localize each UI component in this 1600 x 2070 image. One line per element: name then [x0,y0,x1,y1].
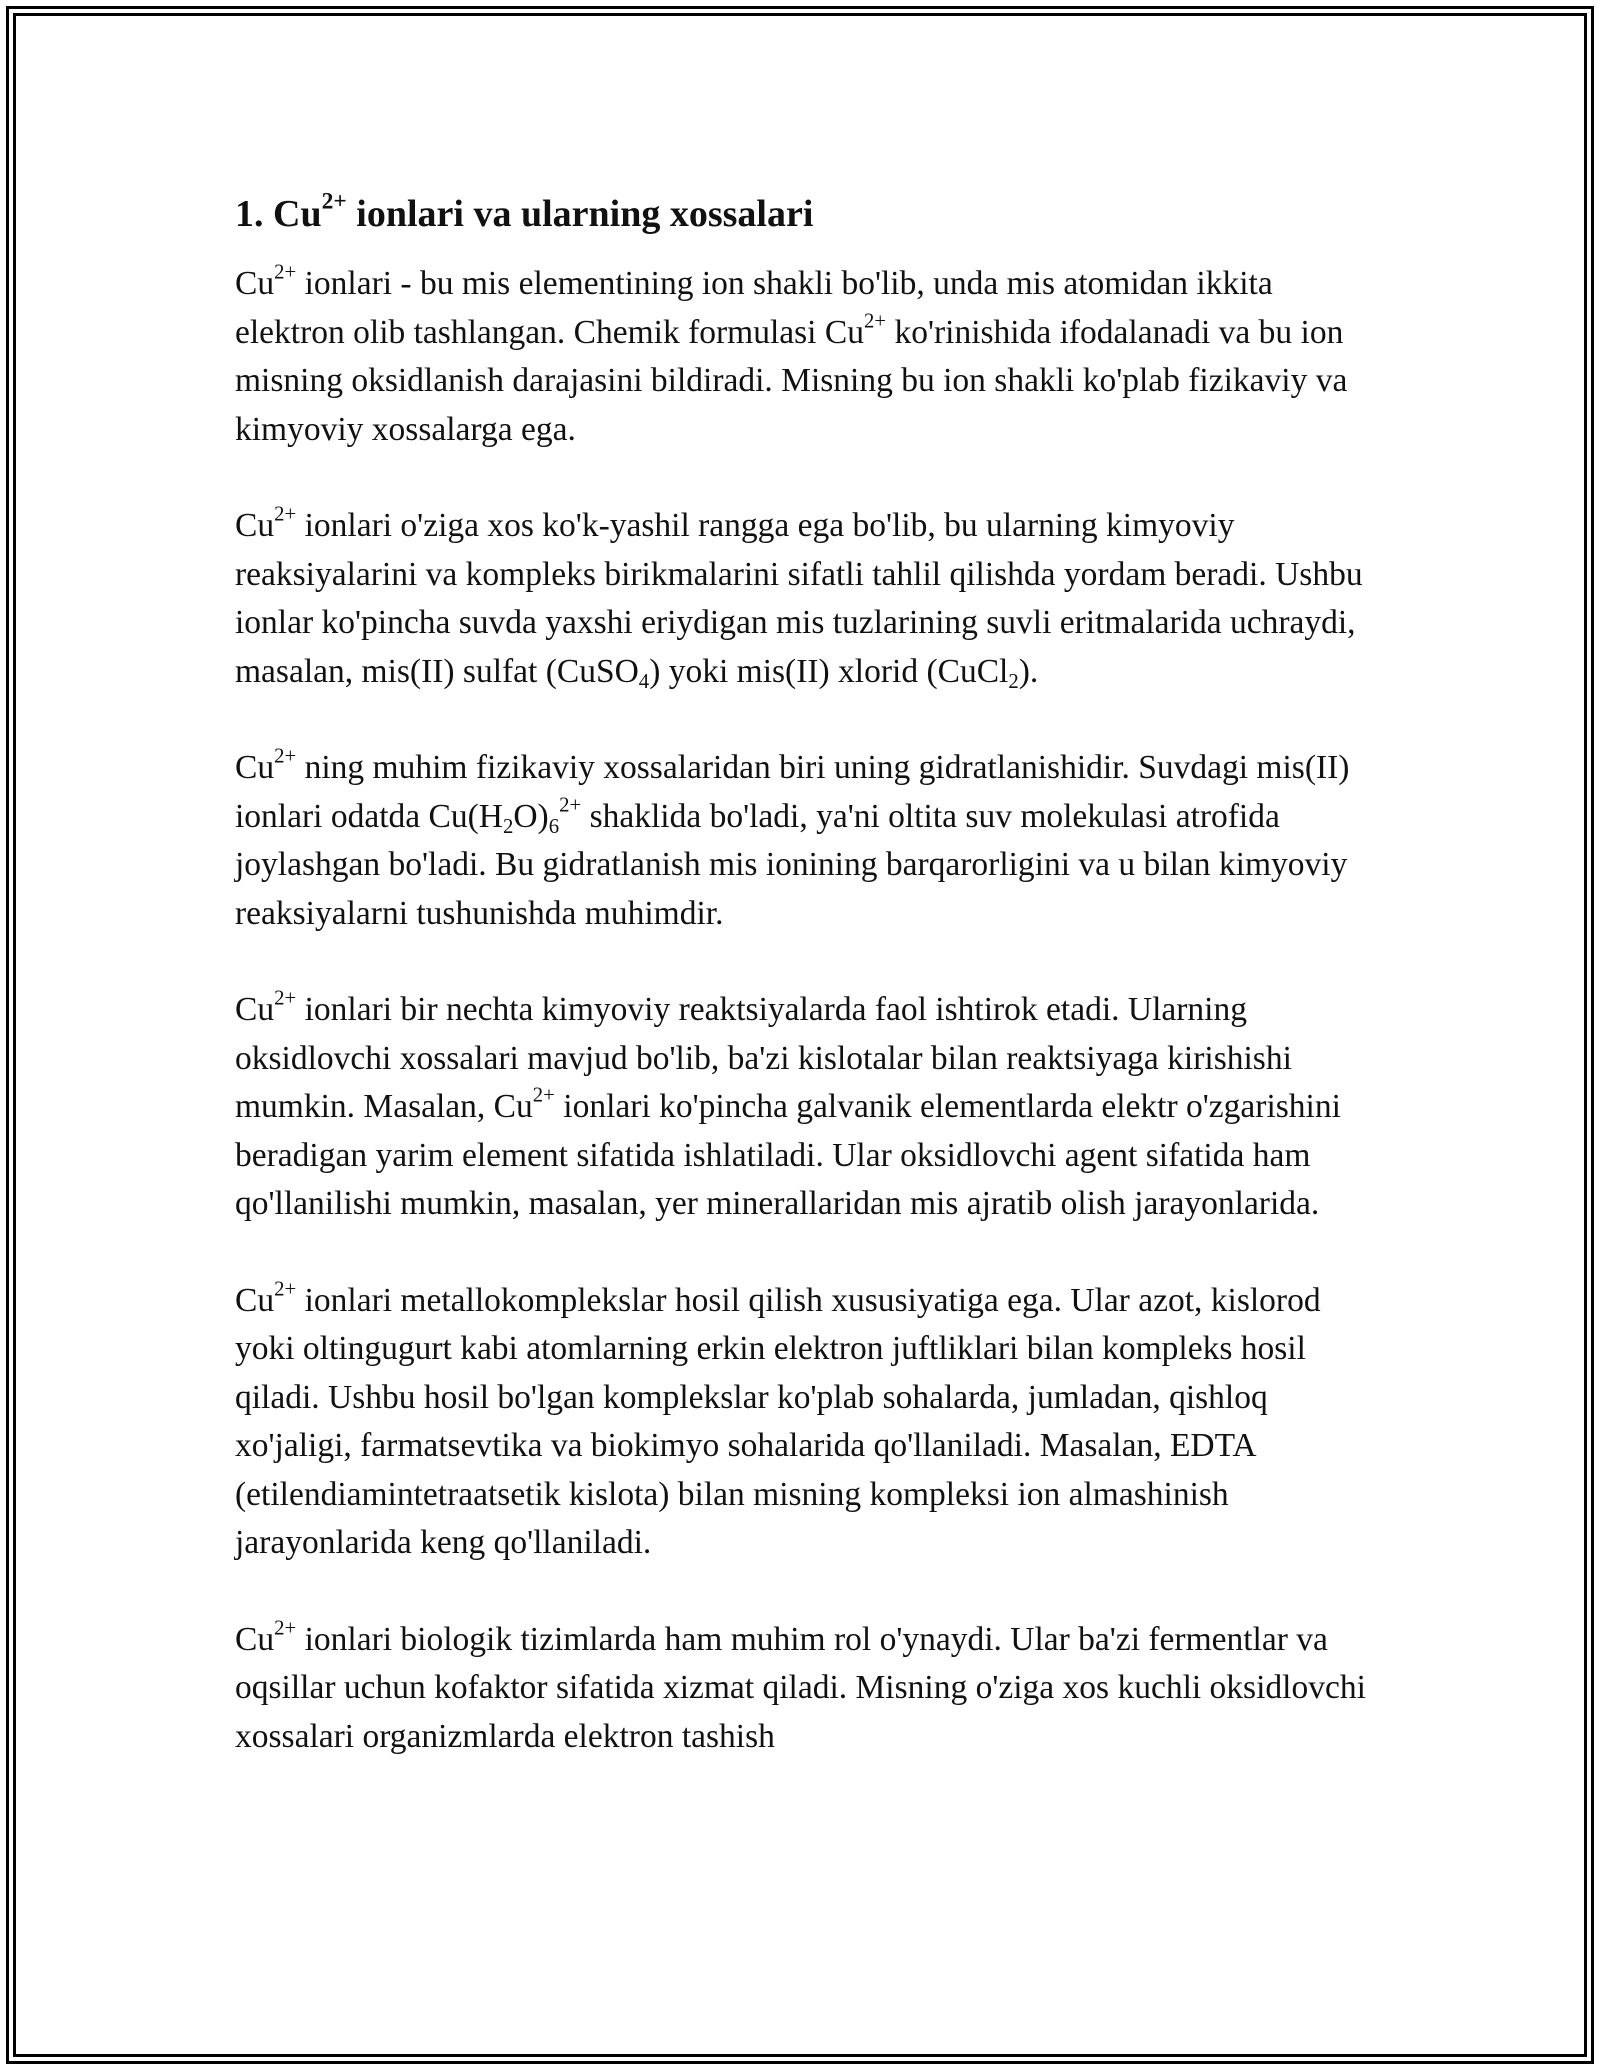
ion-charge: 2+ [274,1615,297,1639]
subscript: 4 [638,669,650,693]
paragraph-text: ionlari - bu mis elementining ion shakli bo'lib, unda mis atomidan ikkita elektron olib tashlangan. Chemik formulasi [235,265,1273,351]
paragraph-text: O) [513,797,549,835]
paragraph-3 [235,744,1375,938]
heading-charge: 2+ [321,188,347,215]
paragraph-text: ) yoki mis(II) xlorid (CuCl [649,652,1009,690]
subscript: 2 [502,814,514,838]
paragraph-5 [235,1277,1375,1568]
cu-symbol: Cu [235,265,275,302]
cu-symbol: Cu [235,749,275,786]
ion-charge: 2+ [559,792,582,816]
ion-charge: 2+ [274,502,297,526]
paragraph-text: ning muhim fizikaviy xossalaridan biri uning gidratlanishidir. Suvdagi mis(II) ionlari odatda Cu(H [235,749,1350,835]
paragraph-1 [235,260,1375,454]
paragraph-text: ). [1018,652,1039,690]
paragraph-6 [235,1616,1375,1762]
paragraph-2 [235,502,1375,696]
heading-title: ionlari va ularning xossalari [356,193,814,235]
ion-charge: 2+ [274,1276,297,1300]
section-heading [235,188,1375,240]
ion-charge: 2+ [274,260,297,284]
subscript: 6 [548,814,560,838]
paragraph-text: ionlari ko'pincha galvanik elementlarda elektr o'zgarishini beradigan yarim element sifatida ishlatiladi. Ular oksidlovchi agent sifatida ham qo'llanilishi mumkin, masalan, yer minerallaridan mis ajratib olish jarayonlarida. [235,1088,1341,1222]
paragraph-text: shaklida bo'ladi, ya'ni oltita suv molekulasi atrofida joylashgan bo'ladi. Bu gidratlanish mis ionining barqarorligini va u bilan kimyoviy reaksiyalarni tushunishda muhimdir. [235,797,1348,932]
paragraph-text: ionlari metallokomplekslar hosil qilish xususiyatiga ega. Ular azot, kislorod yoki oltingugurt kabi atomlarning erkin elektron juftliklari bilan kompleks hosil qiladi. Ushbu hosil bo'lgan komplekslar ko'plab sohalarda, jumladan, qishloq xo'jaligi, farmatsevtika va biokimyo sohalarida qo'llaniladi. Masalan, EDTA (etilendiamintetraatsetik kislota) bilan misning kompleksi ion almashinish jarayonlarida keng qo'llaniladi. [235,1281,1321,1561]
paragraph-text: ionlari o'ziga xos ko'k-yashil rangga ega bo'lib, bu ularning kimyoviy reaksiyalarini va kompleks birikmalarini sifatli tahlil qilishda yordam beradi. Ushbu ionlar ko'pincha suvda yaxshi eriydigan mis tuzlarining suvli eritmalarida uchraydi, masalan, mis(II) sulfat (CuSO [235,507,1363,690]
paragraph-text: ko'rinishida ifodalanadi va bu ion misning oksidlanish darajasini bildiradi. Misning bu ion shakli ko'plab fizikaviy va kimyoviy xossalarga ega. [235,313,1348,448]
ion-charge: 2+ [274,986,297,1010]
paragraph-4 [235,986,1375,1229]
heading-cu: Cu [273,193,322,235]
cu-symbol: Cu [235,1281,275,1319]
ion-charge: 2+ [532,1083,555,1107]
ion-charge: 2+ [274,744,297,768]
cu-symbol: Cu [235,991,275,1028]
heading-number: 1. [235,193,264,235]
document-body [235,188,1375,1809]
cu-symbol: Cu [235,1620,275,1658]
cu-symbol: Cu [235,507,275,544]
subscript: 2 [1008,669,1019,693]
paragraph-text: ionlari bir nechta kimyoviy reaktsiyalarda faol ishtirok etadi. Ularning oksidlovchi xossalari mavjud bo'lib, ba'zi kislotalar bilan reaktsiyaga kirishishi mumkin. Masalan, [235,991,1292,1125]
cu-symbol: Cu [824,313,864,351]
ion-charge: 2+ [863,308,887,332]
cu-symbol: Cu [493,1088,533,1125]
paragraph-text: ionlari biologik tizimlarda ham muhim rol o'ynaydi. Ular ba'zi fermentlar va oqsillar uchun kofaktor sifatida xizmat qiladi. Misning o'ziga xos kuchli oksidlovchi xossalari organizmlarda elektron tashish [235,1620,1366,1755]
